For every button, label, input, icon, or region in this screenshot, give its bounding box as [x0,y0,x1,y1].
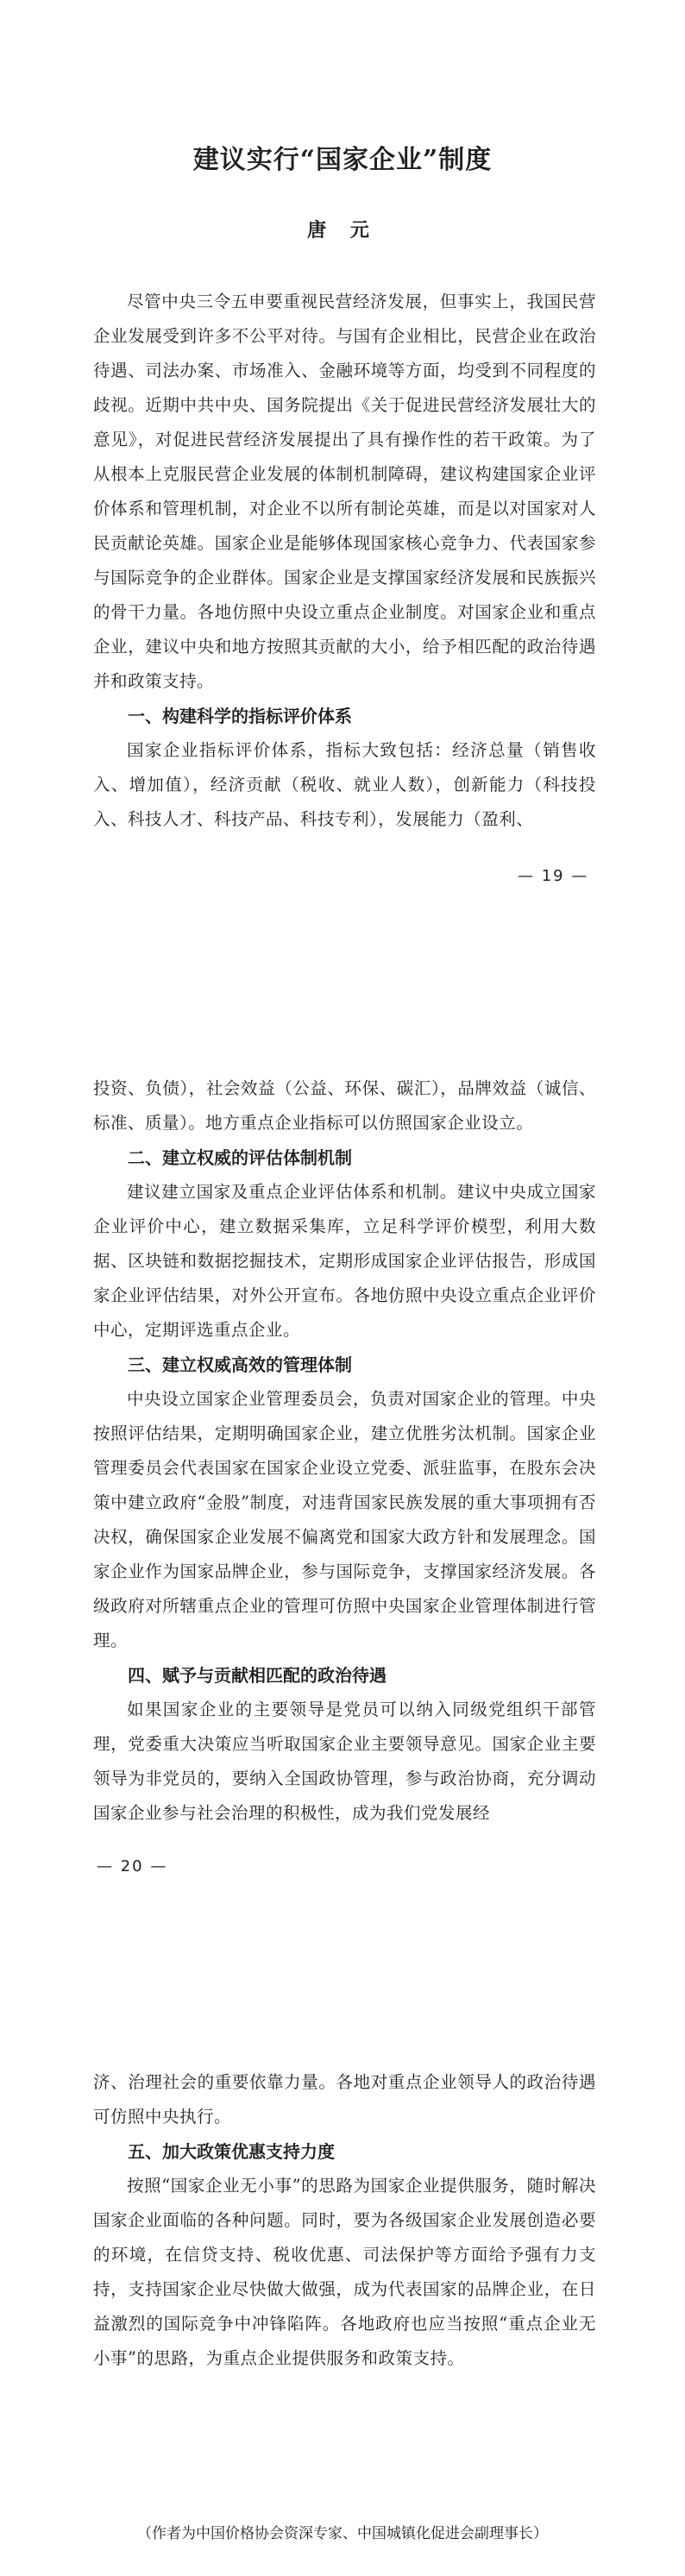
page-number-20: — 20 — [97,1857,168,1875]
author-note: （作者为中国价格协会资深专家、中国城镇化促进会副理事长） [137,2525,548,2542]
section-1-paragraph: 国家企业指标评价体系，指标大致包括：经济总量（销售收入、增加值），经济贡献（税收、就业人数），创新能力（科技投入、科技人才、科技产品、科技专利），发展能力（盈利、 [93,740,596,829]
section-2-heading: 二、建立权威的评估体制机制 [128,1147,352,1168]
section-4-paragraph-continued: 济、治理社会的重要依靠力量。各地对重点企业领导人的政治待遇可仿照中央执行。 [93,2072,596,2127]
section-4-heading: 四、赋予与贡献相匹配的政治待遇 [128,1665,386,1686]
section-3-paragraph: 中央设立国家企业管理委员会，负责对国家企业的管理。中央按照评估结果，定期明确国家企业，建立优胜劣汰机制。国家企业管理委员会代表国家在国家企业设立党委、派驻监事，在股东会决策中建立政府“金股”制度，对违背国家民族发展的重大事项拥有否决权，确保国家企业发展不偏离党和国家大政方针和发展理念。国家企业作为国家品牌企业，参与国际竞争，支撑国家经济发展。各级政府对所辖重点企业的管理可仿照中央国家企业管理体制进行管理。 [93,1389,596,1650]
article-author: 唐 元 [307,219,378,242]
section-4-paragraph: 如果国家企业的主要领导是党员可以纳入同级党组织干部管理，党委重大决策应当听取国家企业主要领导意见。国家企业主要领导为非党员的，要纳入全国政协管理，参与政治协商，充分调动国家企业参与社会治理的积极性，成为我们党发展经 [93,1700,596,1823]
page-number-19: — 19 — [518,867,589,885]
article-title: 建议实行“国家企业”制度 [192,145,493,175]
section-3-heading: 三、建立权威高效的管理体制 [128,1354,352,1375]
section-2-paragraph: 建议建立国家及重点企业评估体系和机制。建议中央成立国家企业评价中心，建立数据采集库，立足科学评价模型，利用大数据、区块链和数据挖掘技术，定期形成国家企业评估报告，形成国家企业评估结果，对外公开宣布。各地仿照中央设立重点企业评价中心，定期评选重点企业。 [93,1182,596,1340]
section-1-heading: 一、构建科学的指标评价体系 [128,706,352,726]
section-5-heading: 五、加大政策优惠支持力度 [128,2141,335,2162]
section-1-paragraph-continued: 投资、负债），社会效益（公益、环保、碳汇），品牌效益（诚信、标准、质量）。地方重点企业指标可以仿照国家企业设立。 [93,1078,596,1133]
page-3-body [93,2065,596,2376]
intro-paragraph: 尽管中央三令五申要重视民营经济发展，但事实上，我国民营企业发展受到许多不公平对待。与国有企业相比，民营企业在政治待遇、司法办案、市场准入、金融环境等方面，均受到不同程度的歧视。近期中共中央、国务院提出《关于促进民营经济发展壮大的意见》，对促进民营经济发展提出了具有操作性的若干政策。为了从根本上克服民营企业发展的体制机制障碍，建议构建国家企业评价体系和管理机制，对企业不以所有制论英雄，而是以对国家对人民贡献论英雄。国家企业是能够体现国家核心竞争力、代表国家参与国际竞争的企业群体。国家企业是支撑国家经济发展和民族振兴的骨干力量。各地仿照中央设立重点企业制度。对国家企业和重点企业，建议中央和地方按照其贡献的大小，给予相匹配的政治待遇并和政策支持。 [93,292,596,691]
section-5-paragraph: 按照“国家企业无小事”的思路为国家企业提供服务，随时解决国家企业面临的各种问题。同时，要为各级国家企业发展创造必要的环境，在信贷支持、税收优惠、司法保护等方面给予强有力支持，支持国家企业尽快做大做强，成为代表国家的品牌企业，在日益激烈的国际竞争中冲锋陷阵。各地政府也应当按照“重点企业无小事”的思路，为重点企业提供服务和政策支持。 [93,2176,596,2368]
page-2-body [93,1071,596,1831]
page-1-body [93,285,596,837]
